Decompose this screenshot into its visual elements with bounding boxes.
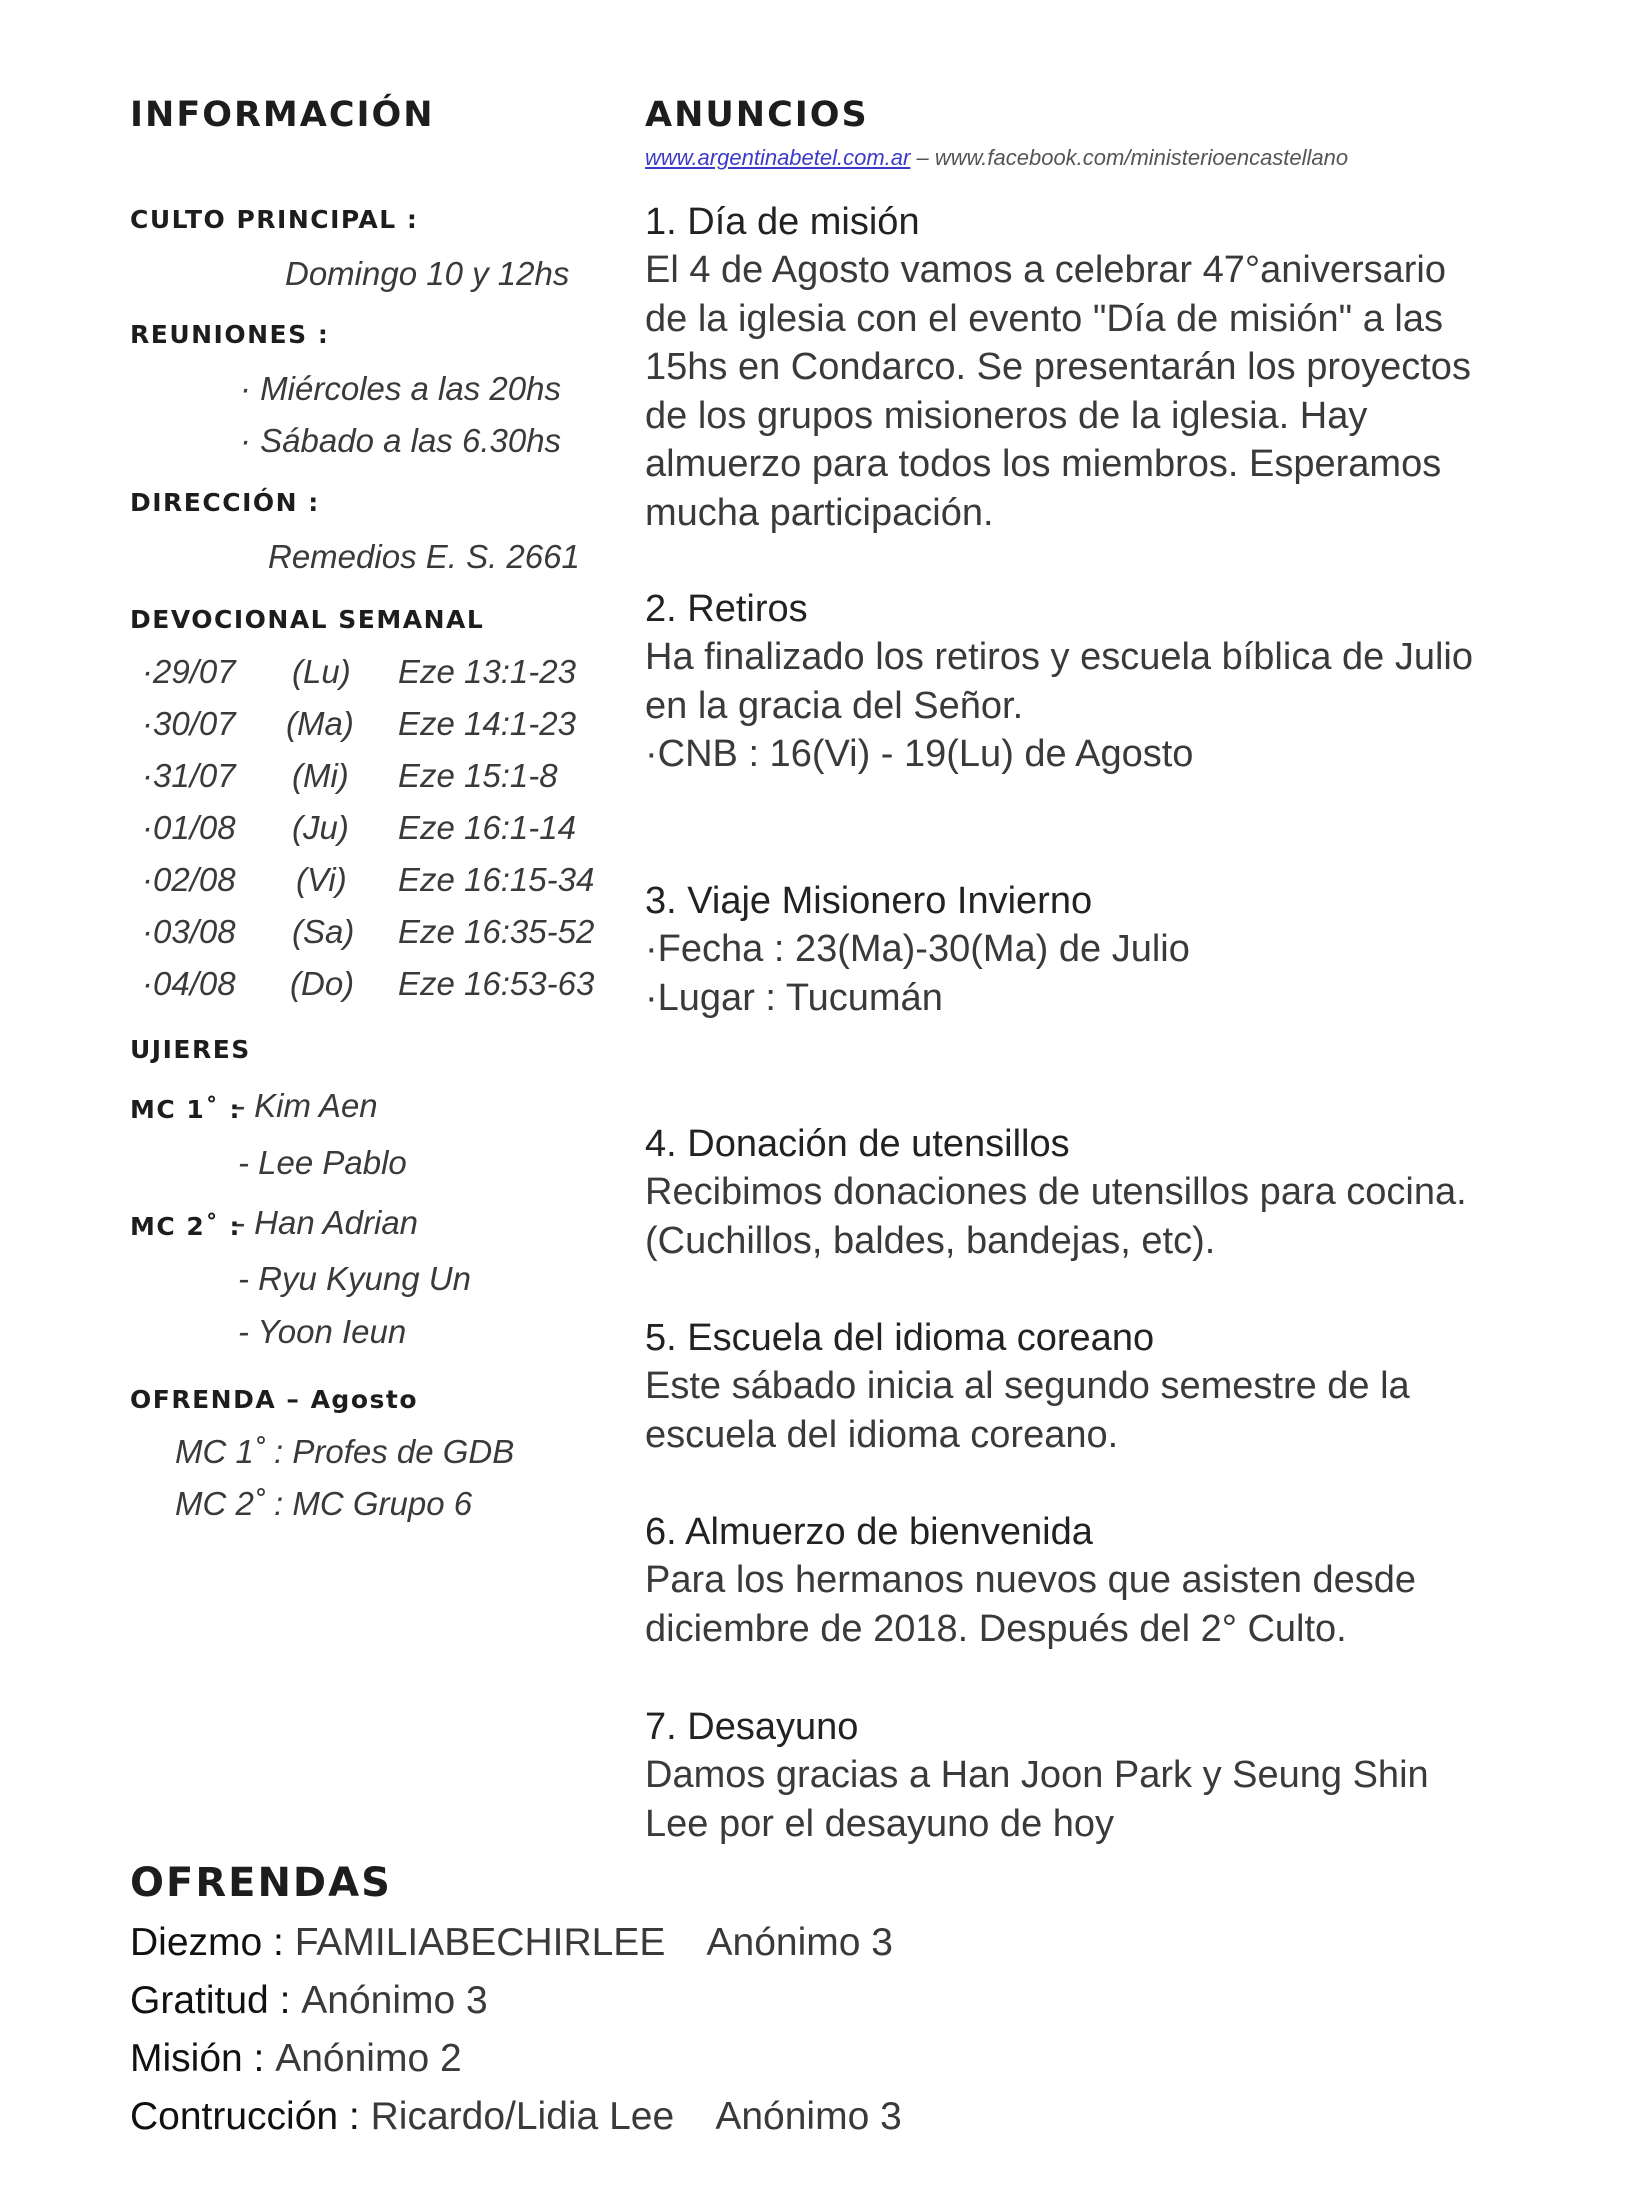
ofrendas-row-label: Contrucción : [130,2095,360,2138]
ofrenda-label: OFRENDA – Agosto [130,1385,419,1414]
devocional-day: (Ma) [286,705,354,742]
announcement-line: escuela del idioma coreano. [645,1413,1119,1456]
ofrendas-row [130,2030,1530,2088]
announcement-title: 1. Día de misión [645,201,920,243]
mc1-label: MC 1˚ : [130,1095,242,1124]
announcement-line: Este sábado inicia al segundo semestre de la [645,1365,1410,1407]
info-title: INFORMACIÓN [130,95,435,135]
direccion-label: DIRECCIÓN : [130,488,320,517]
announcement-title: 2. Retiros [645,588,808,630]
devocional-date: ·29/07 [142,653,236,690]
ujieres-label: UJIERES [130,1035,251,1064]
culto-label: CULTO PRINCIPAL : [130,205,419,234]
ofrendas-row-value: Ricardo/Lidia Lee Anónimo 3 [370,2095,902,2138]
devocional-ref: Eze 16:15-34 [398,861,595,898]
announcement [645,1314,1410,1459]
devocional-row [130,913,610,953]
devocional-date: ·04/08 [142,965,236,1002]
devocional-ref: Eze 13:1-23 [398,653,576,690]
ofrendas-row [130,1972,1530,2030]
mc1-member: - Lee Pablo [238,1144,407,1181]
announcement-body [645,1168,1467,1265]
ofrendas-row-label: Misión : [130,2037,265,2080]
ofrendas-row-label: Gratitud : [130,1979,291,2022]
mc2-label: MC 2˚ : [130,1212,242,1241]
announcement-title: 5. Escuela del idioma coreano [645,1317,1155,1359]
announcement [645,877,1190,1022]
mc1-member: - Kim Aen [234,1087,378,1124]
mc2-member: - Ryu Kyung Un [238,1260,471,1297]
devocional-ref: Eze 16:35-52 [398,913,595,950]
announcement [645,1508,1416,1653]
announcement-body [645,633,1473,779]
announcement-body [645,1556,1416,1653]
mc2-member: - Yoon Ieun [238,1313,407,1350]
reuniones-label: REUNIONES : [130,320,330,349]
ofrendas-section [130,1860,1530,2146]
announcement [645,1703,1429,1848]
devocional-label: DEVOCIONAL SEMANAL [130,605,485,634]
announcement-title: 3. Viaje Misionero Invierno [645,880,1093,922]
ofrenda-item: MC 2˚ : MC Grupo 6 [175,1485,473,1522]
ofrendas-row-value: Anónimo 2 [275,2037,462,2080]
announcement-line: en la gracia del Señor. [645,684,1024,727]
announcement-line: almuerzo para todos los miembros. Esperamos [645,443,1442,485]
devocional-date: ·31/07 [142,757,236,794]
announcement-line: Lee por el desayuno de hoy [645,1802,1115,1845]
ofrendas-title: OFRENDAS [130,1860,392,1906]
devocional-date: ·30/07 [142,705,236,742]
announcement-line: Damos gracias a Han Joon Park y Seung Shin [645,1754,1429,1796]
links-line [645,145,1545,171]
devocional-row [130,705,610,745]
ofrendas-row-label: Diezmo : [130,1921,284,1964]
announcement-body [645,1362,1410,1459]
devocional-day: (Vi) [296,861,347,898]
announcement [645,198,1471,537]
devocional-row [130,861,610,901]
devocional-row [130,809,610,849]
announcement-line: ·Fecha : 23(Ma)-30(Ma) de Julio [645,928,1190,970]
devocional-date: ·01/08 [142,809,236,846]
devocional-ref: Eze 14:1-23 [398,705,576,742]
announcement-line: mucha participación. [645,491,994,534]
devocional-day: (Sa) [292,913,355,950]
announcement-line: El 4 de Agosto vamos a celebrar 47°aniversario [645,249,1446,291]
devocional-date: ·03/08 [142,913,236,950]
ofrenda-item: MC 1˚ : Profes de GDB [175,1433,515,1470]
announcement-body [645,1751,1429,1848]
anuncios-title: ANUNCIOS [645,95,869,135]
reuniones-item: · Miércoles a las 20hs [240,370,561,407]
announcement-line: diciembre de 2018. Después del 2° Culto. [645,1607,1347,1650]
announcement-line: ·Lugar : Tucumán [645,976,943,1019]
devocional-ref: Eze 16:53-63 [398,965,595,1002]
devocional-row [130,757,610,797]
website-link[interactable]: www.argentinabetel.com.ar [645,145,911,170]
ofrendas-row [130,1914,1530,1972]
announcement-line: Recibimos donaciones de utensillos para cocina. [645,1171,1467,1213]
announcement-title: 7. Desayuno [645,1706,859,1748]
announcement-line: Para los hermanos nuevos que asisten desde [645,1559,1417,1601]
announcement-line: de la iglesia con el evento "Día de misión" a las [645,297,1443,340]
devocional-day: (Mi) [292,757,349,794]
culto-value: Domingo 10 y 12hs [285,255,570,292]
announcement-line: 15hs en Condarco. Se presentarán los proyectos [645,346,1471,388]
devocional-row [130,653,610,693]
devocional-date: ·02/08 [142,861,236,898]
announcement-line: Ha finalizado los retiros y escuela bíblica de Julio [645,636,1473,678]
anuncios-column [645,95,1545,1845]
devocional-ref: Eze 16:1-14 [398,809,576,846]
announcement-body [645,246,1471,537]
devocional-day: (Lu) [292,653,351,690]
devocional-day: (Ju) [292,809,349,846]
mc2-member: - Han Adrian [234,1204,419,1241]
devocional-day: (Do) [290,965,355,1002]
reuniones-item: · Sábado a las 6.30hs [240,422,562,459]
link-separator: – [910,145,935,170]
announcement-line: de los grupos misioneros de la iglesia. Hay [645,394,1368,437]
announcement [645,585,1473,779]
announcement-line: (Cuchillos, baldes, bandejas, etc). [645,1219,1216,1262]
announcement-body [645,925,1190,1022]
facebook-link: www.facebook.com/ministerioencastellano [934,145,1349,170]
announcement-title: 6. Almuerzo de bienvenida [645,1511,1093,1553]
announcement [645,1120,1467,1265]
ofrendas-row [130,2088,1530,2146]
devocional-row [130,965,610,1005]
announcement-line: ·CNB : 16(Vi) - 19(Lu) de Agosto [645,733,1194,775]
announcement-title: 4. Donación de utensillos [645,1123,1070,1165]
ofrendas-row-value: Anónimo 3 [301,1979,488,2022]
direccion-value: Remedios E. S. 2661 [268,538,580,575]
ofrendas-row-value: FAMILIABECHIRLEE Anónimo 3 [294,1921,893,1964]
devocional-ref: Eze 15:1-8 [398,757,558,794]
